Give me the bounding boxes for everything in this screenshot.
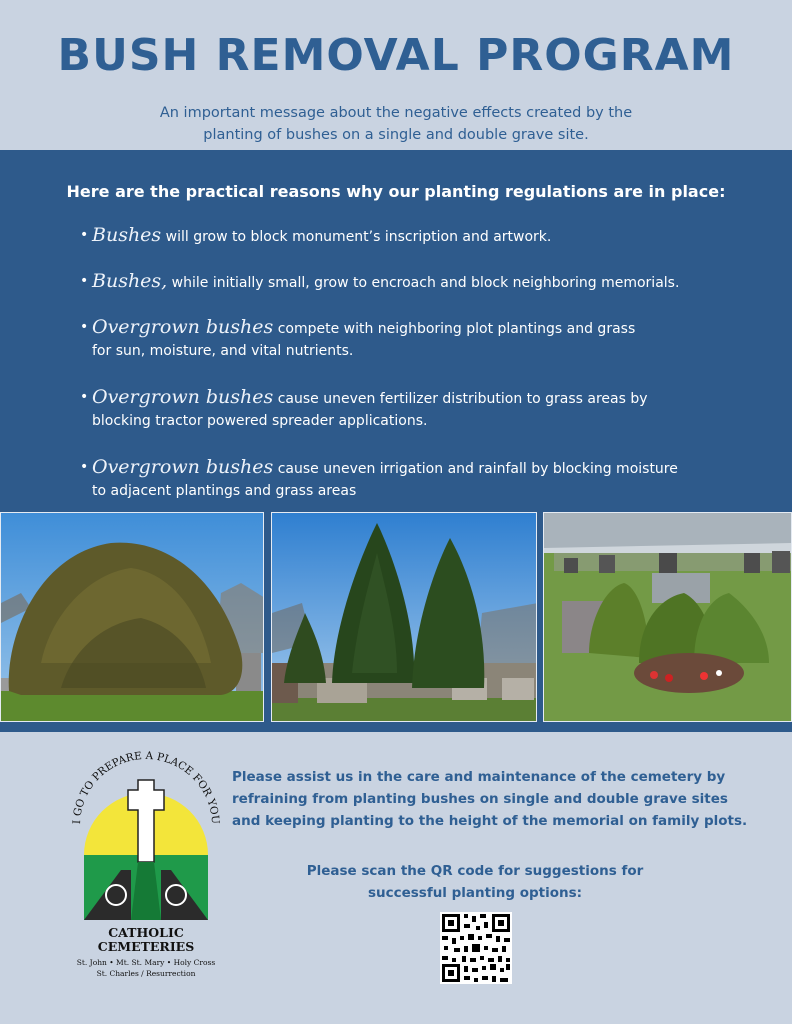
list-item (80, 316, 635, 362)
appeal-line: and keeping planting to the height of the memorial on family plots. (232, 813, 748, 829)
appeal-line: Please assist us in the care and maintenance of the cemetery by (232, 769, 726, 785)
appeal-text (232, 766, 752, 832)
reason-text: compete with neighboring plot plantings and grass (273, 321, 636, 337)
reason-text-continued: blocking tractor powered spreader applications. (92, 413, 428, 429)
reason-text: cause uneven fertilizer distribution to grass areas by (273, 391, 648, 407)
logo-motto: I GO TO PREPARE A PLACE FOR YOU (70, 750, 222, 825)
list-item (80, 386, 648, 432)
appeal-line: refraining from planting bushes on single and double grave sites (232, 791, 728, 807)
logo-org-name (66, 926, 226, 954)
org-line: CEMETERIES (97, 939, 195, 954)
logo-cemetery-list (56, 957, 236, 979)
reason-text: while initially small, grow to encroach and block neighboring memorials. (167, 275, 680, 291)
qr-instructions (300, 860, 650, 904)
page-title: BUSH REMOVAL PROGRAM (57, 30, 735, 81)
places-line: St. John • Mt. St. Mary • Holy Cross (76, 958, 216, 967)
qr-line: Please scan the QR code for suggestions for (306, 863, 644, 879)
list-item (80, 224, 551, 248)
places-line: St. Charles / Resurrection (96, 969, 196, 978)
reason-keyword: Bushes, (92, 270, 168, 292)
divider (0, 724, 792, 732)
list-item (80, 456, 678, 502)
reason-keyword: Overgrown bushes (92, 386, 274, 408)
page-subtitle (110, 102, 682, 146)
reason-keyword: Overgrown bushes (92, 456, 274, 478)
list-item (80, 270, 679, 294)
reason-text: cause uneven irrigation and rainfall by blocking moisture (273, 461, 678, 477)
reason-keyword: Bushes (92, 224, 162, 246)
tall-evergreens-photo (271, 512, 537, 722)
reasons-panel (0, 150, 792, 510)
reasons-heading: Here are the practical reasons why our planting regulations are in place: (66, 182, 726, 201)
qr-code[interactable] (440, 912, 512, 984)
reason-text-continued: to adjacent plantings and grass areas (92, 483, 357, 499)
reason-keyword: Overgrown bushes (92, 316, 274, 338)
overgrown-bush-photo (0, 512, 264, 722)
catholic-cemeteries-logo (66, 750, 226, 990)
subtitle-line: planting of bushes on a single and double grave site. (203, 127, 589, 143)
reason-text: will grow to block monument’s inscription and artwork. (161, 229, 552, 245)
subtitle-line: An important message about the negative effects created by the (159, 105, 633, 121)
reason-text-continued: for sun, moisture, and vital nutrients. (92, 343, 354, 359)
qr-line: successful planting options: (367, 885, 583, 901)
org-line: CATHOLIC (108, 925, 184, 940)
shrubs-headstone-photo (543, 512, 792, 722)
photo-strip (0, 510, 792, 724)
